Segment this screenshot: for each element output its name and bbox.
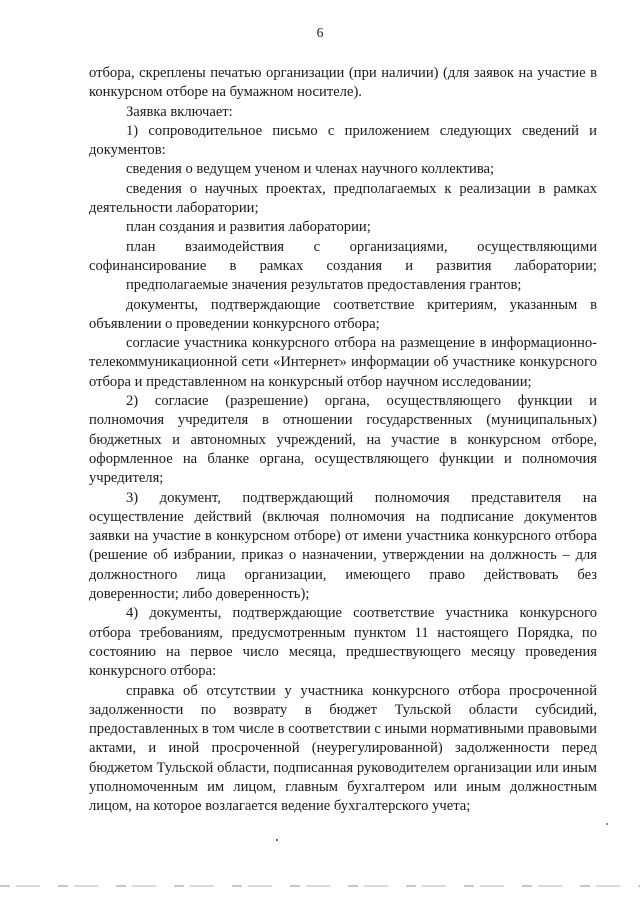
sub-item-expected-results: предполагаемые значения результатов предоставления грантов;: [126, 277, 522, 294]
page-number: 6: [316, 25, 324, 40]
sub-item-debt-certificate: справка об отсутствии у участника конкурсного отбора просроченной задолженности по возврату в бюджет Тульской области субсидий, предоставленных в том числе в соответствии с иными нормативными правовыми актами, и иной просроченной (неурегулированной) задолженности перед бюджетом Тульской области, подписанная руководителем организации или иным уполномоченным им лицом, главным бухгалтером или иным должностным лицом, на которое возлагается ведение бухгалтерского учета;: [89, 682, 597, 815]
sub-item-cooperation-plan: план взаимодействия с организациями, осуществляющими софинансирование в рамках создания и развития лаборатории;: [89, 238, 597, 274]
paragraph-continuation: отбора, скреплены печатью организации (при наличии) (для заявок на участие в конкурсном отборе на бумажном носителе).: [89, 65, 597, 101]
sub-item-scientific-projects: сведения о научных проектах, предполагаемых к реализации в рамках деятельности лаборатории;: [89, 180, 597, 217]
list-item-3-authority-document: 3) документ, подтверждающий полномочия представителя на осуществление действий (включая полномочия на подписание документов заявки на участие в конкурсном отборе) от имени участника конкурсного отбора (решение об избрании, приказ о назначении, утверждении на должность – для должностного лица организации, имеющего право действовать без доверенности; либо доверенность);: [89, 489, 597, 603]
sub-item-lead-scientist: сведения о ведущем ученом и членах научного коллектива;: [126, 161, 495, 178]
list-item-4-compliance-documents: 4) документы, подтверждающие соответствие участника конкурсного отбора требованиям, предусмотренным пунктом 11 настоящего Порядка, по состоянию на первое число месяца, предшествующего месяцу проведения конкурсного отбора:: [89, 605, 597, 680]
sub-item-internet-consent: согласие участника конкурсного отбора на размещение в информационно-телекоммуникационной сети «Интернет» информации об участнике конкурсного отбора и представленном на конкурсный отбор научном исследовании;: [89, 335, 597, 390]
list-item-1-cover-letter: 1) сопроводительное письмо с приложением следующих сведений и документов:: [89, 122, 597, 159]
scan-artifact-footer: [0, 880, 640, 894]
paragraph-application-includes: Заявка включает:: [126, 103, 233, 120]
scan-speck: [606, 823, 608, 825]
document-body: [89, 64, 597, 817]
list-item-2-founder-consent: 2) согласие (разрешение) органа, осуществляющего функции и полномочия учредителя в отношении государственных (муниципальных) бюджетных и автономных учреждений, на участие в конкурсном отборе, оформленное на бланке органа, осуществляющего функции и полномочия учредителя;: [89, 393, 597, 487]
sub-item-criteria-documents: документы, подтверждающие соответствие критериям, указанным в объявлении о проведении конкурсного отбора;: [89, 296, 597, 332]
sub-item-lab-plan: план создания и развития лаборатории;: [126, 219, 371, 236]
scan-speck: [276, 839, 278, 841]
